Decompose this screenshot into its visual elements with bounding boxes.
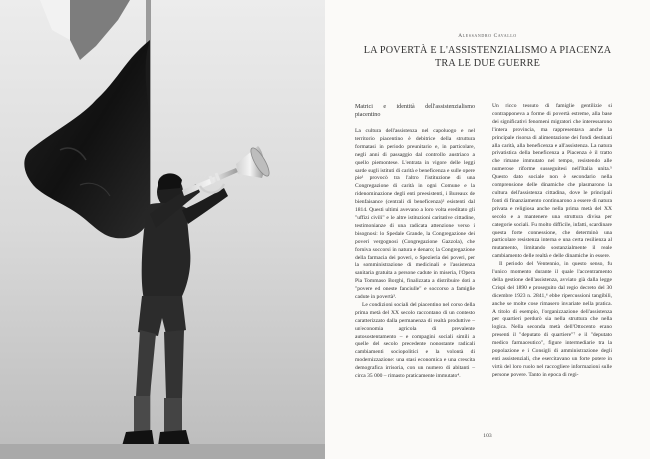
- chapter-title-line-1: LA POVERTÀ E L'ASSISTENZIALISMO A PIACENZA: [363, 45, 612, 56]
- paragraph: Il periodo del Ventennio, in questo senso, fu l'unico momento durante il quale l'accentramento della gestione dell'assistenza, avviato già dalla legge Crispi del 1890 e proseguito dal regio decreto del 30 dicembre 1923 n. 2841,⁶ ebbe ripercussioni tangibili, anche se molte cose rimasero invariate nella pratica. A titolo di esempio, l'organizzazione dell'assistenza per quartieri perdurò sia nella struttura che nella logica. Nella seconda metà dell'Ottocento erano presenti il "deputato di quartiere"⁷ e il "deputato medico farmaceutico", figure intermediarie tra la popolazione e i Consigli di amministrazione degli enti assistenziali, che esercitavano un forte potere in virtù del loro ruolo nel raccogliere informazioni sulle persone povere. Tanto in epoca di regi-: [492, 261, 612, 378]
- text-column-left: [355, 103, 475, 381]
- chapter-title-line-2: TRA LE DUE GUERRE: [435, 57, 540, 69]
- paragraph: Le condizioni sociali del piacentino nel corso della prima metà del XX secolo raccontano di un contesto caratterizzato dalla permanenza di realtà produttive – un'economia agricola di prevalente autosostentamento – e compagini sociali simili a quelle del secolo precedente nonostante radicali cambiamenti sociopolitici e la volontà di modernizzazione: una stasi economica e una crescita demografica irrisoria, con un numero di abitanti – circa 35 000 – rimasto praticamente immutato⁴.: [355, 301, 475, 380]
- text-column-right: [492, 103, 612, 380]
- paragraph: Un ricco tessuto di famiglie gentilizie si contrapponeva a forme di povertà estreme, alla base dei significativi fenomeni migratori che interessarono l'intera provincia, ma rappresentava anche la principale risorsa di alimentazione dei fondi destinati alla carità, alla beneficenza e all'assistenza. La natura privatistica della beneficenza a Piacenza è il tratto che rimane immutato nel tempo, resistendo alle numerose riforme susseguitesi nell'Italia unita.⁵ Questo dato sociale non è secondario nella comprensione delle dinamiche che plasmarono la cultura dell'assistenza cittadina, dove le principali fonti di finanziamento continuarono a essere di natura privata e religiosa anche nella prima metà del XX secolo e a mantenere una struttura divisa per categorie sociali. Fu molto difficile, infatti, scardinare questa forte connessione, che determinò una particolare resistenza interna e una certa resilienza al mutamento, limitando sostanzialmente il reale cambiamento delle realtà e delle dinamiche in essere.: [492, 103, 612, 260]
- text-page: [325, 0, 650, 459]
- chapter-title: [345, 45, 630, 70]
- section-heading: Matrici e identità dell'assistenzialismo piacentino: [355, 104, 475, 118]
- page-number: 103: [483, 433, 492, 439]
- paragraph: La cultura dell'assistenza nel capoluogo e nel territorio piacentino è debitrice della struttura formatasi in periodo preunitario e, in particolare, negli anni di passaggio dal controllo austriaco a quello piemontese. L'entrata in vigore delle leggi sarde sugli istituti di carità e beneficenza e sulle opere pie¹ provocò tra l'altro l'istituzione di una Congregazione di carità in ogni Comune e la ridenominazione degli enti preesistenti, i Bureaux de bienfaisance (centrali di beneficenza)² esistenti dal 1814. Questi ultimi avevano a loro volta ereditato gli "uffizi civili" e le altre istituzioni caritative cittadine, testimonianze di una radicata attenzione verso i bisognosi: lo Spedale Grande, la Congregazione dei poveri vergognosi (Congregazione Gazzola), che forniva soccorsi in natura e denaro; la Congregazione della farmacia dei poveri, o Spezieria dei poveri, per la somministrazione di medicinali e l'assistenza sanitaria gratuita a persone cadute in miseria, l'Opera Pia Tommaso Borghi, finalizzata a distribuire doti a "povere ed oneste fanciulle" e soccorso a famiglie cadute in povertà³.: [355, 128, 475, 301]
- running-head-author: Alessandro Cavallo: [458, 33, 517, 39]
